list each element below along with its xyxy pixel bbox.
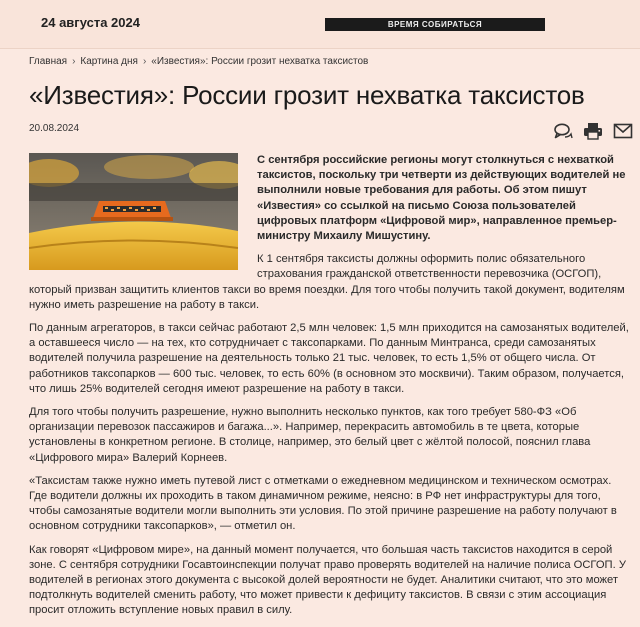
print-icon[interactable] — [583, 122, 603, 140]
header-date: 24 августа 2024 — [41, 15, 140, 30]
article-body — [29, 153, 631, 627]
publish-date: 20.08.2024 — [29, 123, 80, 134]
breadcrumb — [29, 56, 368, 67]
article-actions — [553, 122, 633, 142]
breadcrumb-separator: › — [142, 56, 147, 67]
article-paragraph: К 1 сентября таксисты должны оформить полис обязательного страхования гражданской ответственности перевозчика (ОСГОП), который призван защитить клиентов такси во время поездки. Для того чтобы получить такой документ, водителям нужно иметь разрешение на работу в такси. — [29, 253, 625, 311]
mail-icon[interactable] — [613, 122, 633, 140]
article-paragraph: «Таксистам также нужно иметь путевой лист с отметками о ежедневном медицинском и техническом осмотрах. Где водители должны их проходить в таком динамичном режиме, неясно: в РФ нет инфраструктуры для того, чтобы самозанятые водители могли выполнить эти условия. По этой причине разрешение на работу получают в основном сотрудники таксопарков», — отметил он. — [29, 474, 617, 533]
top-bar — [0, 0, 640, 49]
article-paragraph: По данным агрегаторов, в такси сейчас работают 2,5 млн человек: 1,5 млн приходится на самозанятых водителей, а оставшееся число — на тех, кто сотрудничает с таксопарками. По данным Минтранса, среди самозанятых водителей получила разрешение на деятельность только 21 тыс. человек, то есть 1,5% от общего числа. От работников таксопарков — 600 тыс. человек, то есть 60% (в основном это москвичи). Таким образом, получается, что лишь 25% водителей сегодня имеют разрешение на работу в такси. — [29, 322, 629, 395]
comment-icon[interactable] — [553, 122, 573, 140]
header-ribbon[interactable]: ВРЕМЯ СОБИРАТЬСЯ — [325, 18, 545, 31]
article-paragraph: Как говорят «Цифровом мире», на данный момент получается, что большая часть таксистов находится в серой зоне. С сентября сотрудники Госавтоинспекции получат право проверять водителей на наличие полиса ОСГОП. У водителей в регионах этого документа с высокой долей вероятности не будет. Аналитики считают, что это может подтолкнуть водителей сменить работу, что может привести к дефициту таксистов. В связи с этим ассоциация просит отложить вступление новых правил в силу. — [29, 543, 626, 617]
breadcrumb-home[interactable]: Главная — [29, 56, 68, 67]
breadcrumb-separator: › — [72, 56, 76, 67]
page-title: «Известия»: России грозит нехватка таксистов — [29, 80, 585, 110]
taxi-sign-photo — [29, 153, 238, 270]
breadcrumb-current: «Известия»: России грозит нехватка таксистов — [151, 56, 369, 67]
breadcrumb-section[interactable]: Картина дня — [80, 56, 138, 67]
article-paragraph: Для того чтобы получить разрешение, нужно выполнить несколько пунктов, как того требует 580-ФЗ «Об организации перевозок пассажиров и багажа...». Например, перекрасить автомобиль в те цвета, которые установлены в конкретном регионе. В столице, например, это белый цвет с жёлтой полосой, пояснил глава «Цифрового мира» Валерий Корнеев. — [29, 406, 591, 464]
article-lead: С сентября российские регионы могут столкнуться с нехваткой таксистов, поскольку три четверти из действующих водителей не выполнили новые требования для работы. Об этом пишут «Известия» со ссылкой на письмо Союза пользователей цифровых платформ «Цифровой мир», направленное премьер-министру Михаилу Мишустину. — [257, 154, 626, 243]
